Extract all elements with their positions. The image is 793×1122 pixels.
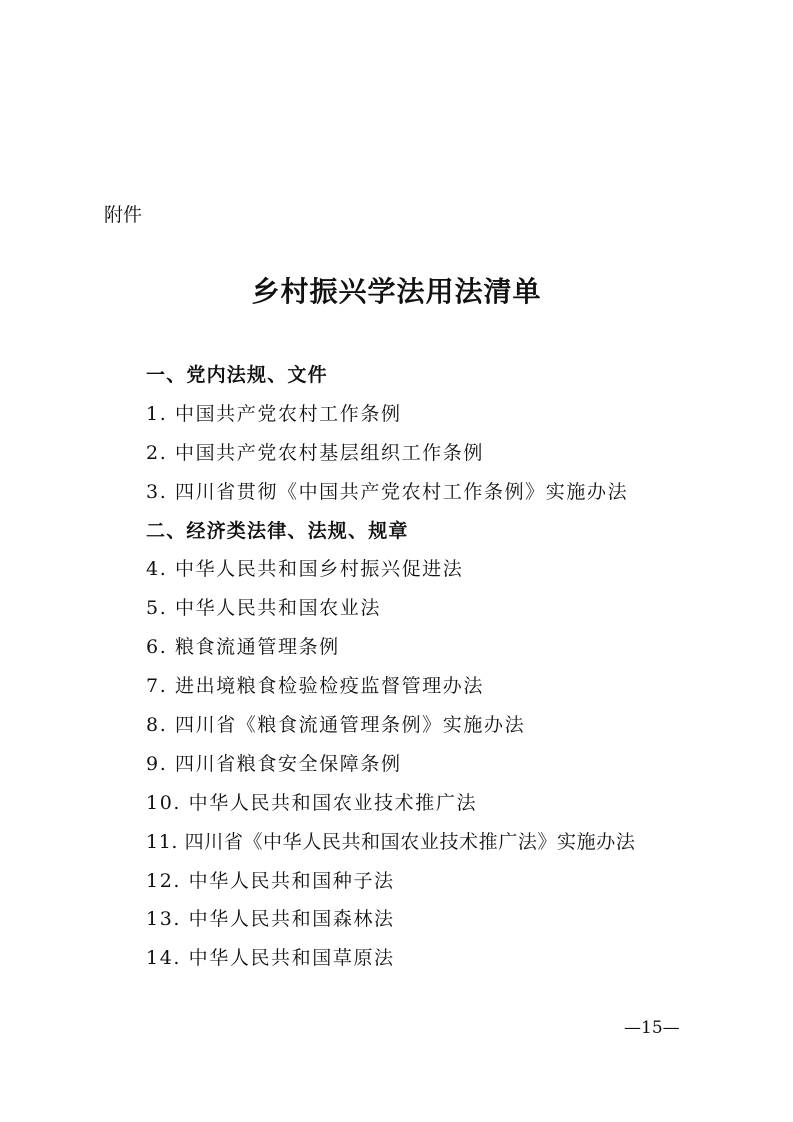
list-item: 2. 中国共产党农村基层组织工作条例 (146, 441, 484, 464)
list-item: 7. 进出境粮食检验检疫监督管理办法 (146, 675, 484, 698)
list-item: 3. 四川省贯彻《中国共产党农村工作条例》实施办法 (146, 480, 629, 503)
list-item: 8. 四川省《粮食流通管理条例》实施办法 (146, 714, 526, 737)
list-item: 5. 中华人民共和国农业法 (146, 597, 381, 620)
law-list (146, 356, 766, 978)
list-item: 4. 中华人民共和国乡村振兴促进法 (146, 558, 464, 581)
section-heading-economic-laws: 二、经济类法律、法规、规章 (146, 519, 409, 542)
list-item: 1. 中国共产党农村工作条例 (146, 402, 402, 425)
page-number: —15— (624, 1018, 680, 1038)
list-item: 11. 四川省《中华人民共和国农业技术推广法》实施办法 (146, 830, 636, 853)
list-item: 10. 中华人民共和国农业技术推广法 (146, 791, 478, 814)
list-item: 14. 中华人民共和国草原法 (146, 947, 395, 970)
list-item: 9. 四川省粮食安全保障条例 (146, 752, 402, 775)
list-item: 13. 中华人民共和国森林法 (146, 908, 395, 931)
document-title: 乡村振兴学法用法清单 (251, 275, 542, 308)
list-item: 12. 中华人民共和国种子法 (146, 869, 395, 892)
section-heading-party-regulations: 一、党内法规、文件 (146, 364, 328, 386)
list-item: 6. 粮食流通管理条例 (146, 636, 340, 659)
attachment-label: 附件 (104, 204, 143, 226)
